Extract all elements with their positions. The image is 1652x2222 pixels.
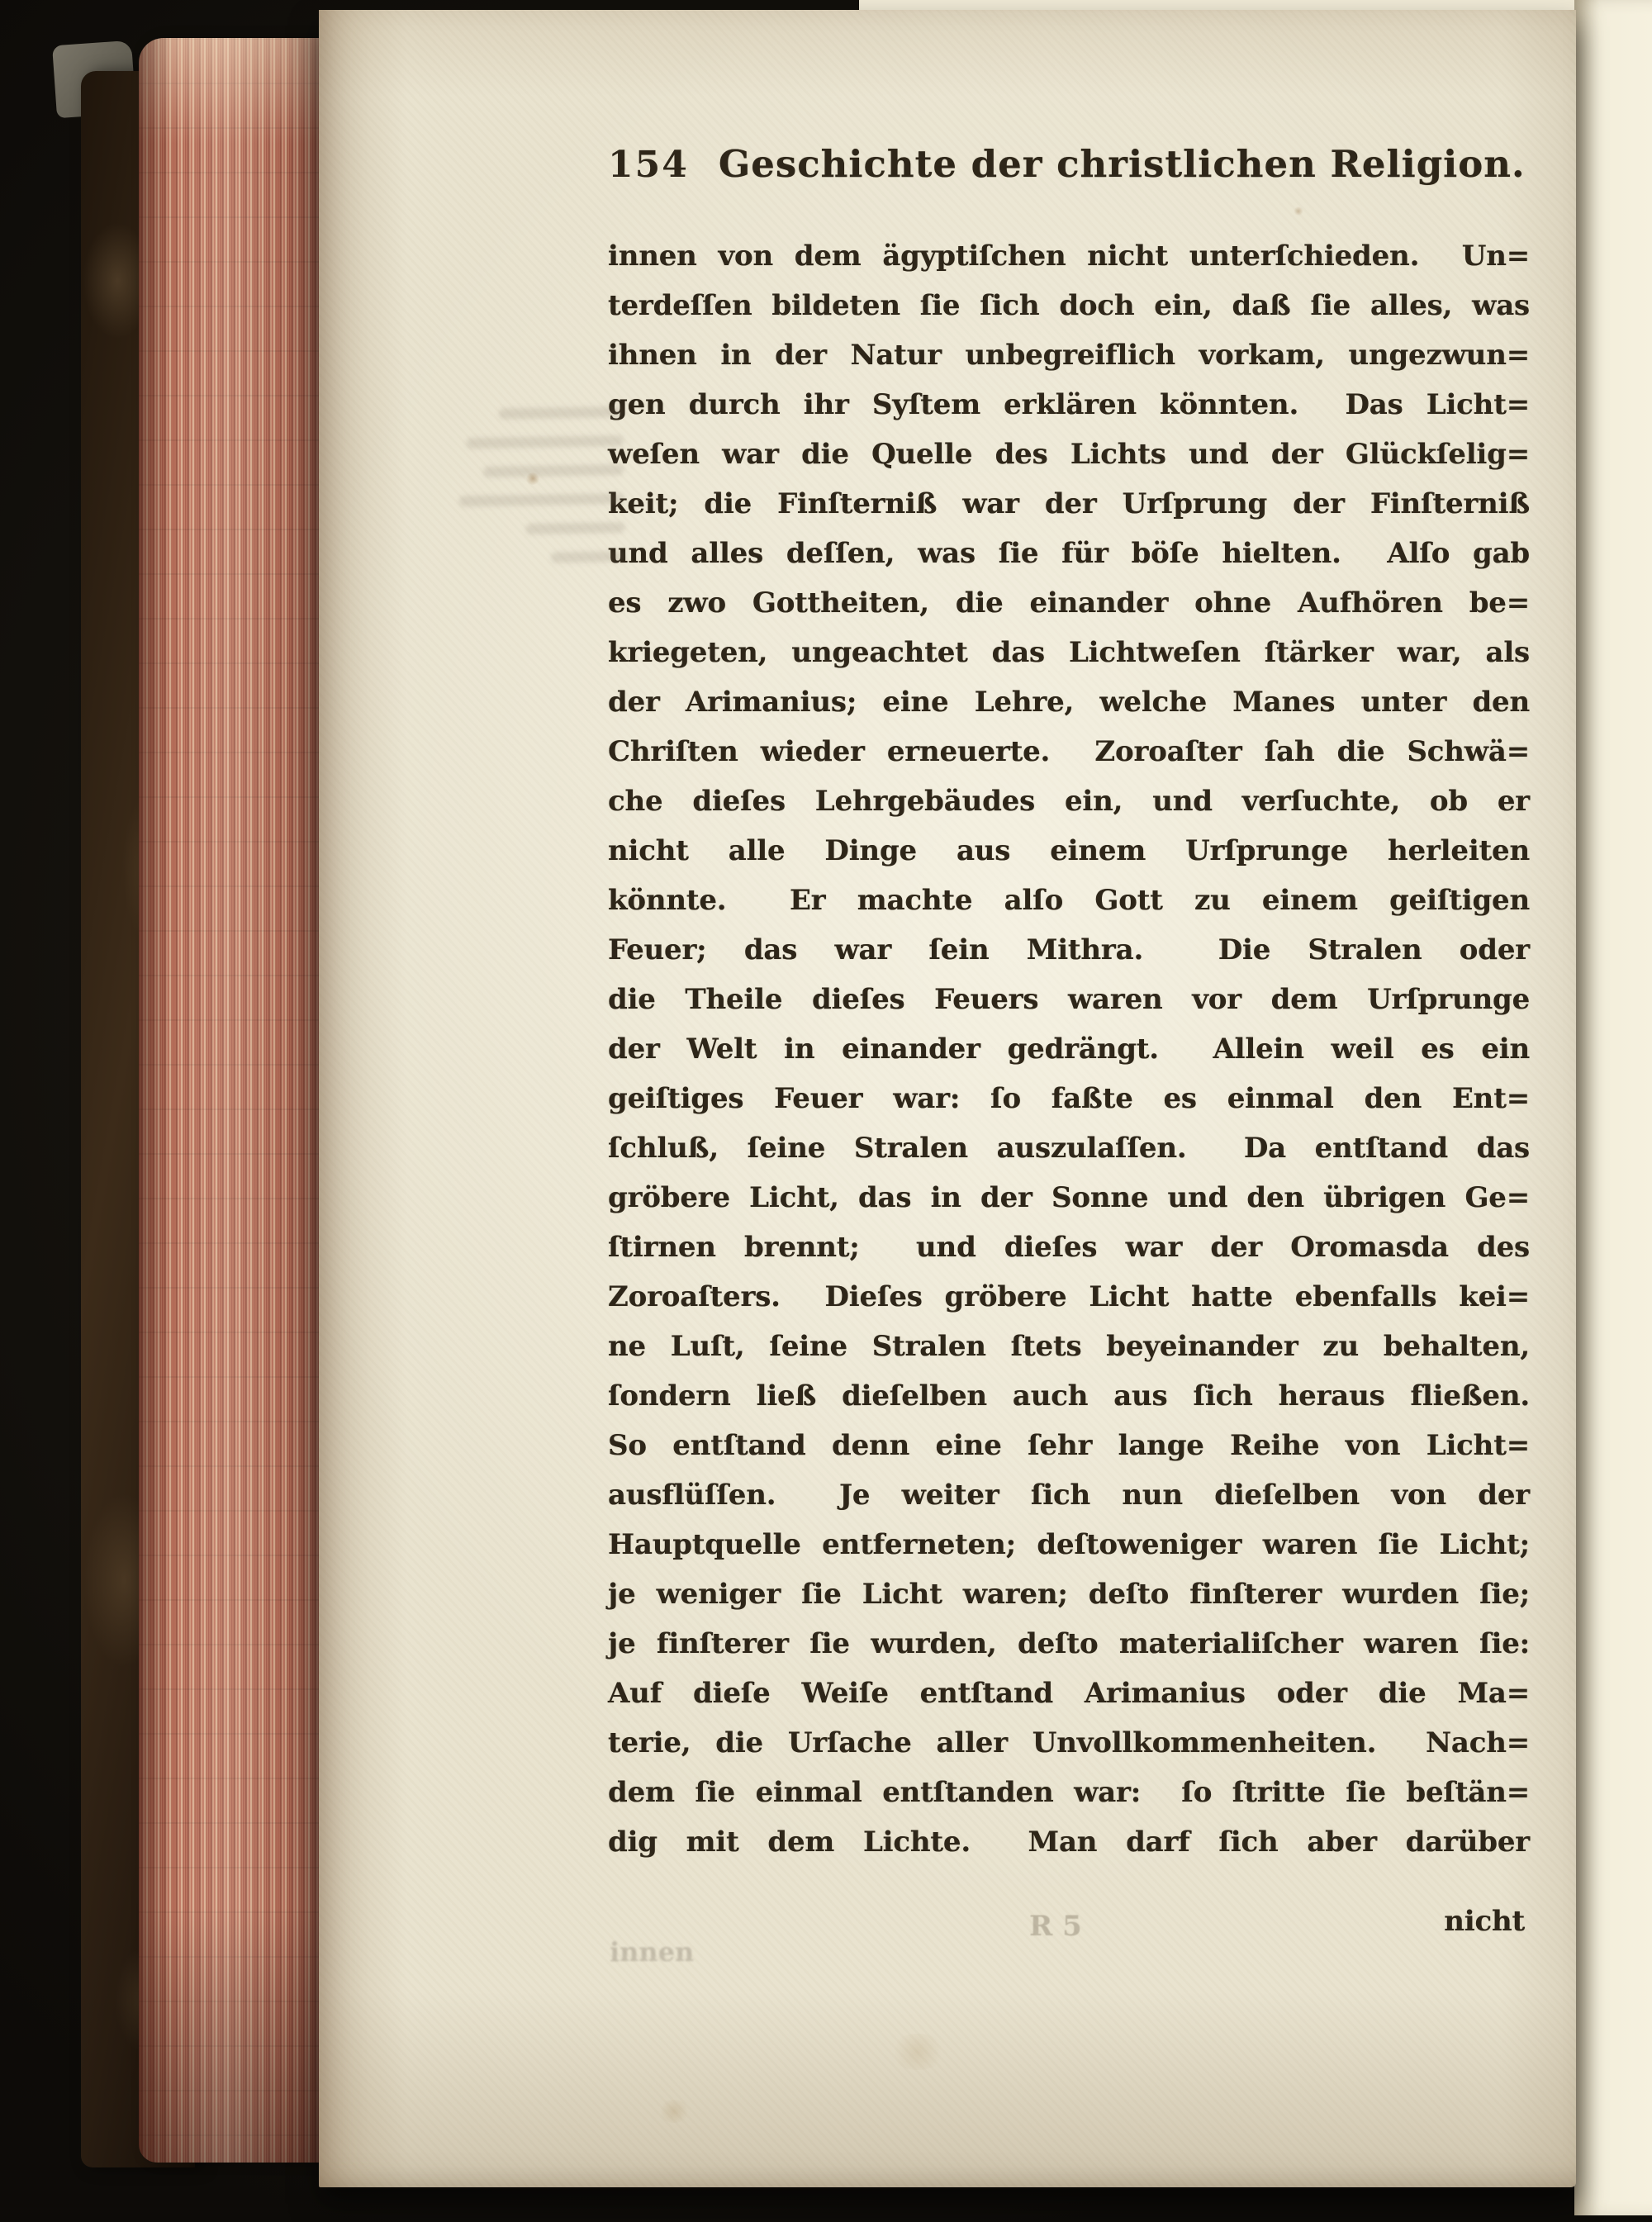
foxing-stain (889, 2034, 947, 2070)
text-line: dig mit dem Lichte. Man darf ſich aber darüber (608, 1826, 1530, 1859)
text-line: und alles deſſen, was ſie für böſe hielten. Alſo gab (608, 537, 1530, 570)
text-line: gröbere Licht, das in der Sonne und den übrigen Ge= (608, 1181, 1530, 1214)
faint-signature-mark: R 5 (1029, 1910, 1082, 1943)
text-line: Auf dieſe Weiſe entſtand Arimanius oder die Ma= (608, 1677, 1530, 1710)
text-line: So entſtand denn eine ſehr lange Reihe von Licht= (608, 1429, 1530, 1462)
text-line: weſen war die Quelle des Lichts und der Glückſelig= (608, 438, 1530, 471)
running-header (608, 142, 1530, 186)
text-line: kriegeten, ungeachtet das Lichtweſen ſtärker war, als (608, 636, 1530, 669)
book-page (319, 10, 1576, 2187)
text-line: dem ſie einmal entſtanden war: ſo ſtritte ſie beſtän= (608, 1776, 1530, 1809)
text-line: ihnen in der Natur unbegreiflich vorkam, ungezwun= (608, 339, 1530, 372)
text-line: je weniger ſie Licht waren; deſto finſterer wurden ſie; (608, 1578, 1530, 1611)
foxing-stain (1294, 207, 1303, 216)
text-line: Hauptquelle entferneten; deſtoweniger waren ſie Licht; (608, 1528, 1530, 1561)
text-line: ausflüſſen. Je weiter ſich nun dieſelben von der (608, 1479, 1530, 1512)
foxing-stain (525, 472, 540, 485)
text-line: je finſterer ſie wurden, deſto materialiſcher waren ſie: (608, 1627, 1530, 1660)
text-line: ſtirnen brennt; und dieſes war der Oromasda des (608, 1231, 1530, 1264)
text-line: ſchluß, ſeine Stralen auszulaſſen. Da entſtand das (608, 1132, 1530, 1165)
foxing-stain (657, 2100, 691, 2123)
text-line: der Welt in einander gedrängt. Allein weil es ein (608, 1033, 1530, 1066)
text-line: der Arimanius; eine Lehre, welche Manes unter den (608, 686, 1530, 719)
text-line: ne Luſt, ſeine Stralen ſtets beyeinander zu behalten, (608, 1330, 1530, 1363)
text-line: Feuer; das war ſein Mithra. Die Stralen oder (608, 933, 1530, 966)
margin-show-through-marks (433, 388, 627, 623)
text-line: gen durch ihr Syſtem erklären könnten. Das Licht= (608, 388, 1530, 421)
text-line: könnte. Er machte alſo Gott zu einem geiſtigen (608, 884, 1530, 917)
text-line: ſondern ließ dieſelben auch aus ſich heraus fließen. (608, 1379, 1530, 1412)
text-line: geiſtiges Feuer war: ſo faßte es einmal den Ent= (608, 1082, 1530, 1115)
text-line: che dieſes Lehrgebäudes ein, und verſuchte, ob er (608, 785, 1530, 818)
text-line: Zoroaſters. Dieſes gröbere Licht hatte ebenfalls kei= (608, 1280, 1530, 1313)
text-line: nicht alle Dinge aus einem Urſprunge herleiten (608, 834, 1530, 867)
faint-show-through-word: innen (610, 1936, 695, 1968)
underlying-page-edge (1574, 0, 1652, 2215)
running-title: Geschichte der christlichen Religion. (718, 142, 1526, 186)
text-line: terdeſſen bildeten ſie ſich doch ein, daß ſie alles, was (608, 289, 1530, 322)
body-text-block (608, 231, 1530, 1946)
text-line: Chriſten wieder erneuerte. Zoroaſter ſah die Schwä= (608, 735, 1530, 768)
text-line: es zwo Gottheiten, die einander ohne Aufhören be= (608, 586, 1530, 620)
text-line: keit; die Finſterniß war der Urſprung der Finſterniß (608, 487, 1530, 520)
text-line: terie, die Urſache aller Unvollkommenheiten. Nach= (608, 1726, 1530, 1759)
text-line: innen von dem ägyptiſchen nicht unterſchieden. Un= (608, 240, 1530, 273)
page-number: 154 (608, 144, 689, 186)
text-line: die Theile dieſes Feuers waren vor dem Urſprunge (608, 983, 1530, 1016)
catchword: nicht (1444, 1905, 1525, 1938)
stacked-page-edges (139, 38, 327, 2163)
